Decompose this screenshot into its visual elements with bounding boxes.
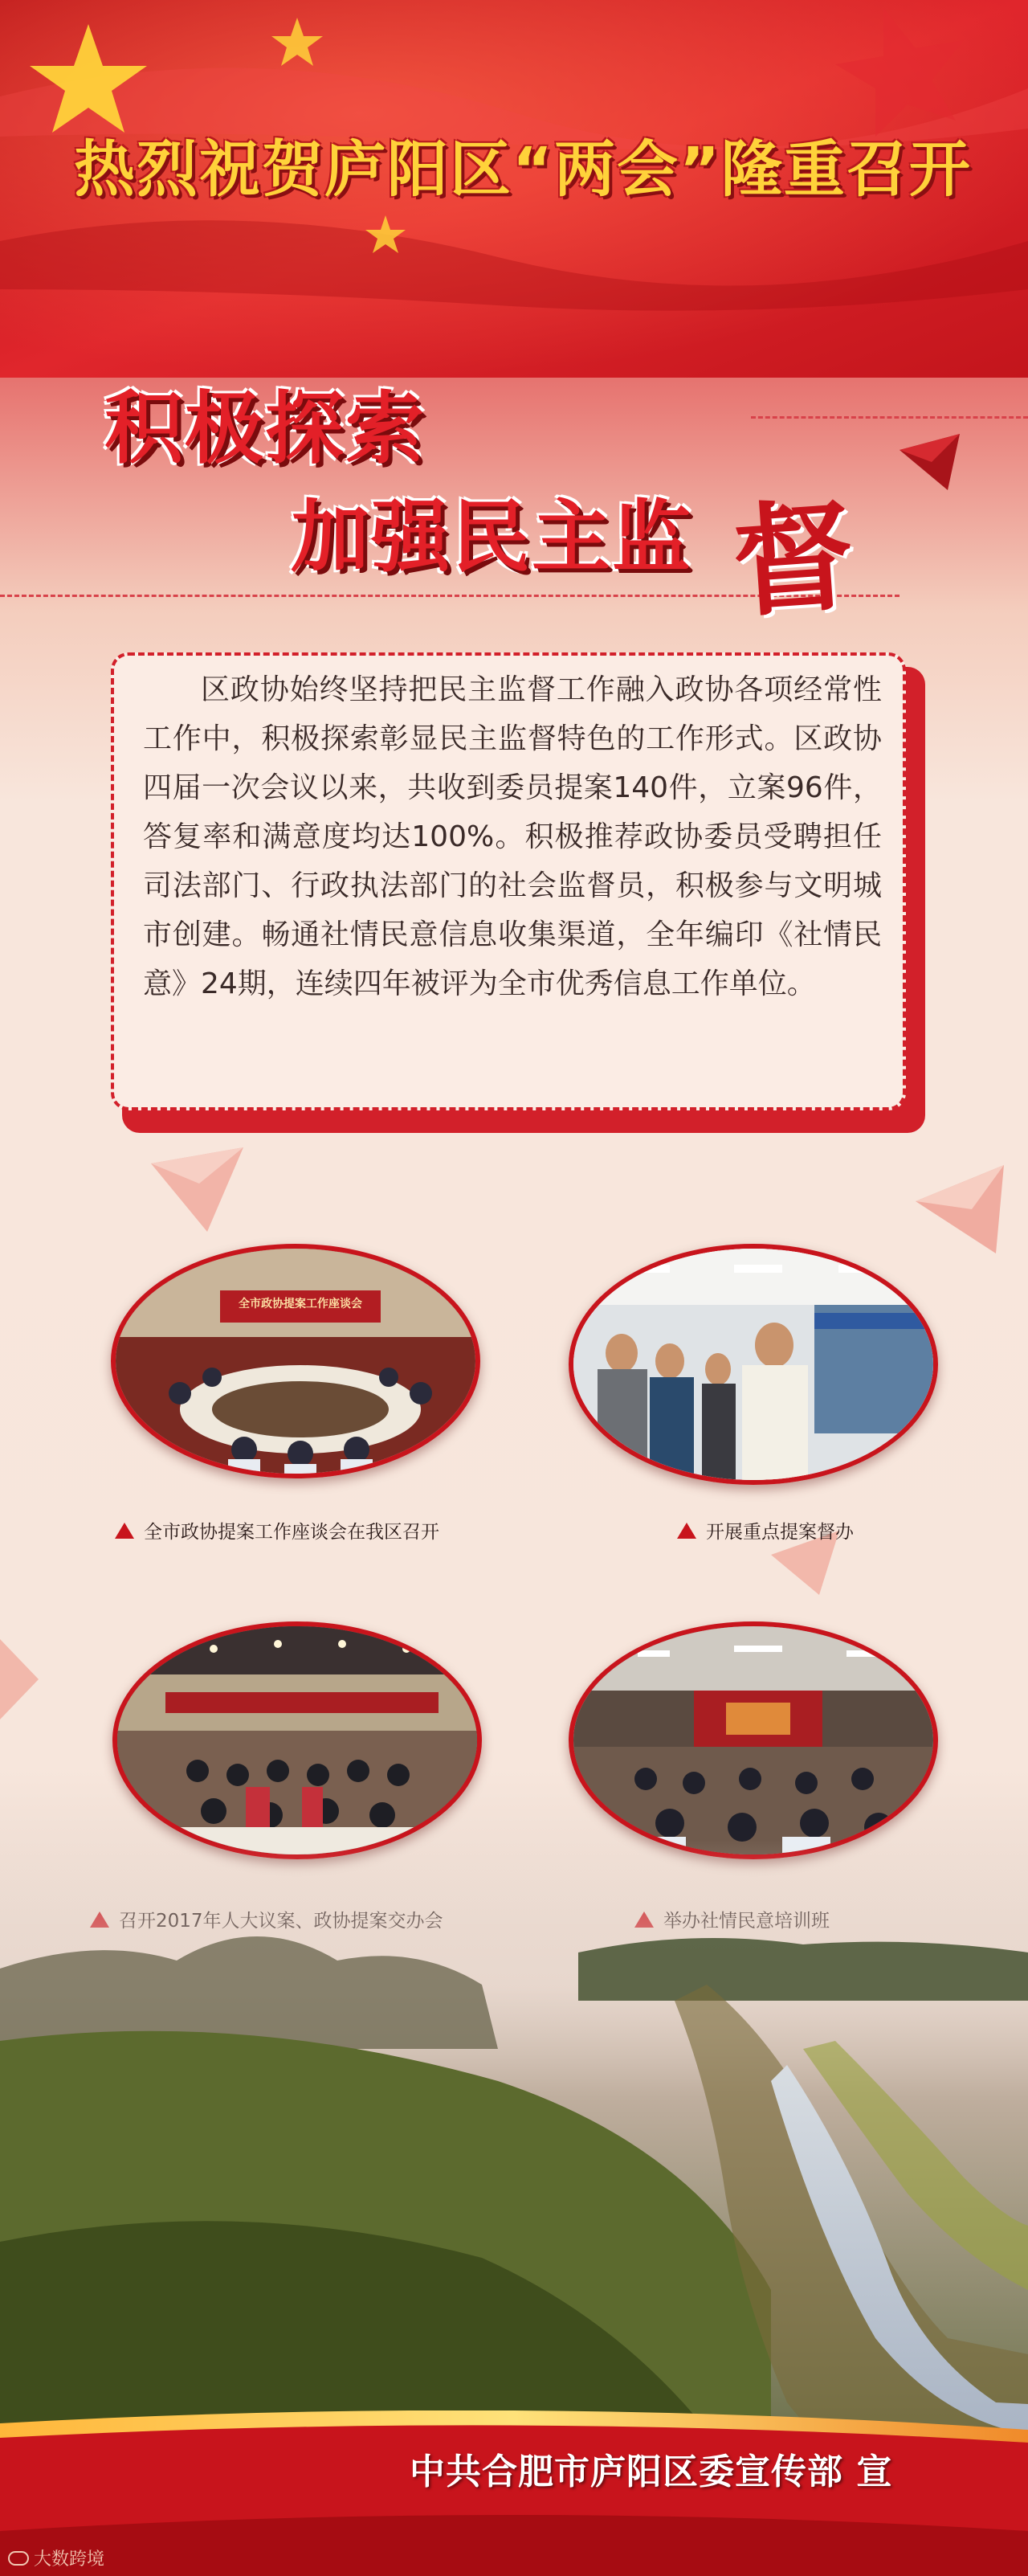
headline-line-2: 加强民主监 <box>291 492 693 583</box>
photo-caption: 开展重点提案督办 <box>677 1517 854 1544</box>
headline-big-char: 督 <box>728 484 859 634</box>
triangle-bullet-icon <box>115 1523 134 1539</box>
paper-triangle-icon <box>0 1639 40 1719</box>
watermark <box>8 2545 104 2570</box>
paper-triangle-icon <box>916 1165 1004 1253</box>
paper-triangle-icon <box>900 434 964 490</box>
photo-banner-text: 全市政协提案工作座谈会 <box>239 1298 362 1310</box>
intro-text: 区政协始终坚持把民主监督工作融入政协各项经常性工作中，积极探索彰显民主监督特色的工作形式。区政协四届一次会议以来，共收到委员提案140件，立案96件，答复率和满意度均达100%。积极推荐政协委员受聘担任司法部门、行政执法部门的社会监督员，积极参与文明城市创建。畅通社情民意信息收集渠道，全年编印《社情民意》24期，连续四年被评为全市优秀信息工作单位。 <box>143 673 882 1000</box>
footer-issuer: 中共合肥市庐阳区委宣传部 宣 <box>410 2451 893 2492</box>
photo-caption: 全市政协提案工作座谈会在我区召开 <box>115 1517 439 1544</box>
photo-training-class <box>569 1621 938 1859</box>
banner-title: 热烈祝贺庐阳区“两会”隆重召开 <box>74 133 972 205</box>
photo-proposal-symposium <box>111 1244 480 1478</box>
paper-triangle-icon <box>151 1147 247 1236</box>
photo-assignment-meeting <box>112 1621 482 1859</box>
headline-line-1: 积极探索 <box>104 383 426 475</box>
photo-key-proposal-supervision <box>569 1244 938 1485</box>
triangle-bullet-icon <box>677 1523 696 1539</box>
watermark-text: 大数跨境 <box>34 2549 105 2570</box>
watermark-logo-icon <box>8 2551 29 2566</box>
divider-line <box>751 416 1028 419</box>
